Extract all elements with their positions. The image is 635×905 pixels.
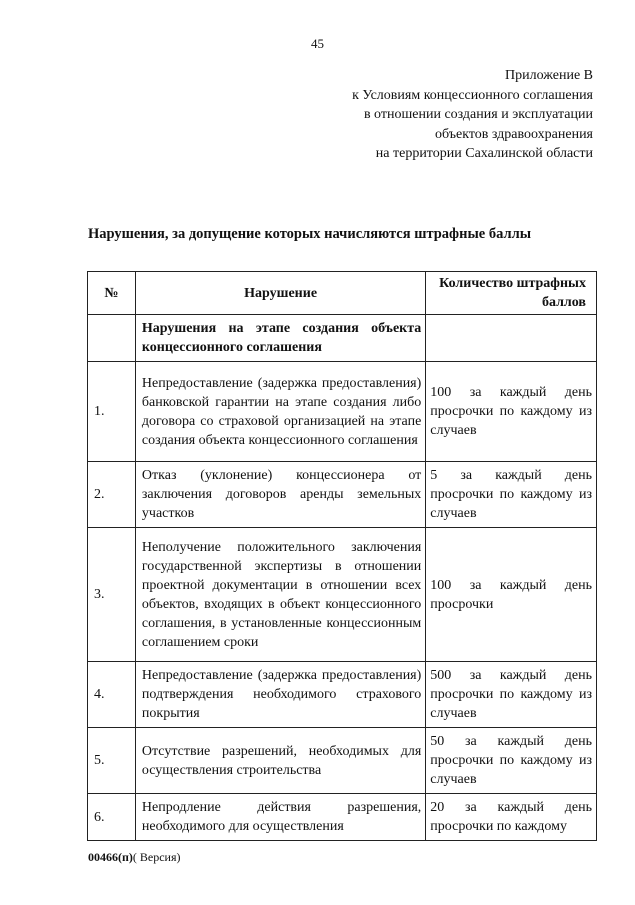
table-row bbox=[88, 728, 597, 794]
table-row bbox=[88, 462, 597, 528]
row-number: 6. bbox=[88, 794, 136, 841]
row-number: 4. bbox=[88, 662, 136, 728]
row-violation: Непродление действия разрешения, необходимого для осуществления bbox=[135, 794, 425, 841]
row-points: 5 за каждый день просрочки по каждому из случаев bbox=[426, 462, 597, 528]
table-row bbox=[88, 362, 597, 462]
section-title: Нарушения на этапе создания объекта концессионного соглашения bbox=[135, 315, 425, 362]
section-number-cell bbox=[88, 315, 136, 362]
header-violation: Нарушение bbox=[135, 272, 425, 315]
document-code: 00466(п) bbox=[88, 850, 133, 864]
row-number: 2. bbox=[88, 462, 136, 528]
row-number: 1. bbox=[88, 362, 136, 462]
page-number: 45 bbox=[311, 36, 324, 51]
appendix-header bbox=[352, 66, 593, 164]
row-violation: Неполучение положительного заключения государственной экспертизы в отношении проектной документации в отношении всех объектов, входящих в объект концессионного соглашения, в установленные концессионным соглашением сроки bbox=[135, 528, 425, 662]
section-row bbox=[88, 315, 597, 362]
section-points-cell bbox=[426, 315, 597, 362]
row-number: 5. bbox=[88, 728, 136, 794]
table-row bbox=[88, 794, 597, 841]
table-row bbox=[88, 528, 597, 662]
row-violation: Отсутствие разрешений, необходимых для осуществления строительства bbox=[135, 728, 425, 794]
appendix-line-4: объектов здравоохранения bbox=[434, 126, 593, 142]
row-points: 100 за каждый день просрочки по каждому из случаев bbox=[426, 362, 597, 462]
appendix-line-3: в отношении создания и эксплуатации bbox=[363, 107, 593, 122]
document-title: Нарушения, за допущение которых начисляются штрафные баллы bbox=[88, 226, 532, 242]
appendix-line-2: к Условиям концессионного соглашения bbox=[352, 87, 593, 103]
row-violation: Отказ (уклонение) концессионера от заключения договоров аренды земельных участков bbox=[135, 462, 425, 528]
appendix-line-5: на территории Сахалинской области bbox=[375, 146, 593, 161]
table-header-row bbox=[88, 272, 597, 315]
table-row bbox=[88, 662, 597, 728]
row-points: 50 за каждый день просрочки по каждому из случаев bbox=[426, 728, 597, 794]
header-number: № bbox=[88, 272, 136, 315]
row-violation: Непредоставление (задержка предоставления) банковской гарантии на этапе создания либо договора со страховой организацией на этапе создания объекта концессионного соглашения bbox=[135, 362, 425, 462]
row-number: 3. bbox=[88, 528, 136, 662]
row-points: 100 за каждый день просрочки bbox=[426, 528, 597, 662]
row-points: 500 за каждый день просрочки по каждому из случаев bbox=[426, 662, 597, 728]
document-version: ( Версия) bbox=[132, 850, 181, 864]
row-points: 20 за каждый день просрочки по каждому bbox=[426, 794, 597, 841]
appendix-line-1: Приложение В bbox=[505, 68, 593, 83]
footer bbox=[88, 850, 181, 865]
row-violation: Непредоставление (задержка предоставления) подтверждения необходимого страхового покрытия bbox=[135, 662, 425, 728]
violations-table bbox=[87, 271, 597, 841]
header-points: Количество штрафных баллов bbox=[426, 272, 597, 315]
